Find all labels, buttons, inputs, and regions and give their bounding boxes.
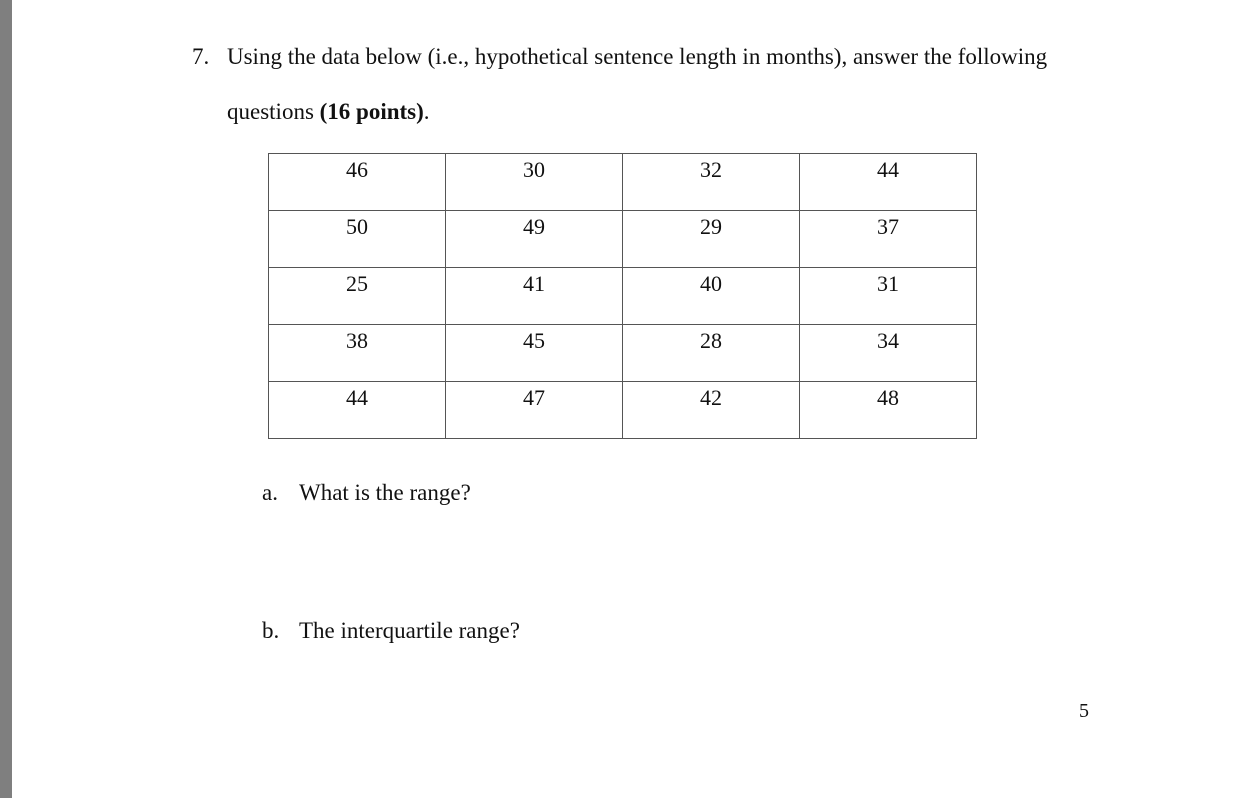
table-cell: 47 (446, 382, 623, 439)
question-text-line1: Using the data below (i.e., hypothetical sentence length in months), answer the following (227, 44, 1048, 69)
table-row (269, 154, 977, 211)
table-row (269, 268, 977, 325)
table-cell: 38 (269, 325, 446, 382)
table-cell: 32 (623, 154, 800, 211)
table-cell: 37 (800, 211, 977, 268)
table-row (269, 211, 977, 268)
table-cell: 29 (623, 211, 800, 268)
subquestion-a (262, 480, 471, 506)
question-text-prefix: questions (227, 99, 320, 124)
table-cell: 41 (446, 268, 623, 325)
table-cell: 45 (446, 325, 623, 382)
question-points: (16 points) (319, 99, 424, 124)
table-cell: 46 (269, 154, 446, 211)
table-cell: 31 (800, 268, 977, 325)
question-text-line2 (227, 99, 430, 125)
subquestion-text: What is the range? (299, 480, 471, 505)
table-cell: 50 (269, 211, 446, 268)
table-cell: 48 (800, 382, 977, 439)
table-cell: 44 (269, 382, 446, 439)
subquestion-marker: a. (262, 480, 278, 505)
table-cell: 44 (800, 154, 977, 211)
table-cell: 30 (446, 154, 623, 211)
table-cell: 42 (623, 382, 800, 439)
question-text-suffix: . (423, 99, 430, 124)
table-cell: 49 (446, 211, 623, 268)
document-page (12, 0, 1234, 798)
subquestion-text: The interquartile range? (299, 618, 520, 643)
table-row (269, 382, 977, 439)
subquestion-b (262, 618, 520, 644)
table-cell: 40 (623, 268, 800, 325)
table-cell: 34 (800, 325, 977, 382)
question-number: 7. (192, 44, 210, 69)
subquestion-marker: b. (262, 618, 280, 643)
table-row (269, 325, 977, 382)
table-cell: 28 (623, 325, 800, 382)
window-left-edge (0, 0, 12, 798)
table-cell: 25 (269, 268, 446, 325)
sentence-length-table (268, 153, 977, 439)
page-number: 5 (1079, 700, 1089, 722)
